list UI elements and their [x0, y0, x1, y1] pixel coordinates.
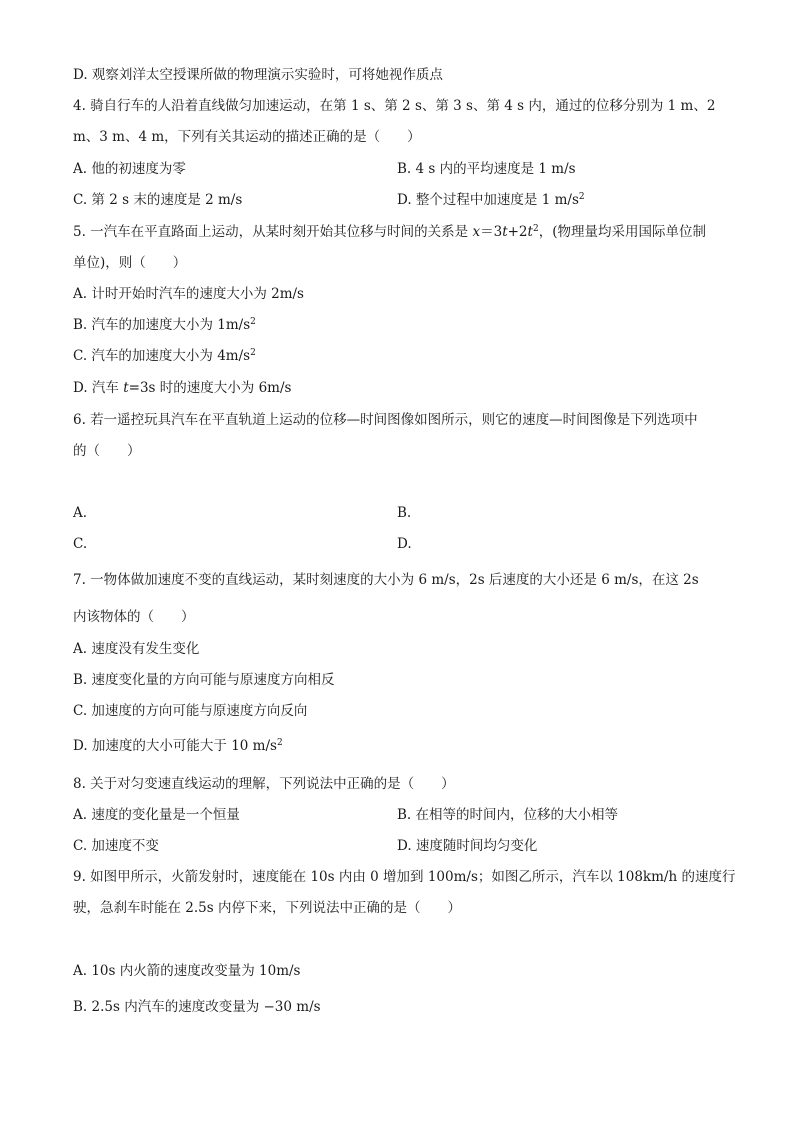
- q8-stem: 8. 关于对匀变速直线运动的理解，下列说法中正确的是（ ）: [73, 776, 455, 792]
- q5-stem-line1: 5. 一汽车在平直路面上运动，从某时刻开始其位移与时间的关系是 $x=3t+2t^2$，(物理量均采用国际单位制: [73, 224, 706, 240]
- q4-option-b: B. 4 s 内的平均速度是 1 m/s: [397, 161, 576, 177]
- q6-option-b: B.: [397, 505, 412, 521]
- q8-option-b: B. 在相等的时间内，位移的大小相等: [397, 807, 619, 823]
- q7-option-d: D. 加速度的大小可能大于 10 $m/s^2$: [73, 738, 283, 754]
- q4-option-d: D. 整个过程中加速度是 1 $m/s^2$: [397, 192, 585, 208]
- q4-option-c: C. 第 2 s 末的速度是 2 m/s: [73, 192, 243, 208]
- q7-stem-line2: 内该物体的（ ）: [73, 609, 195, 625]
- q6-option-a: A.: [73, 505, 88, 521]
- q3-option-d: D. 观察刘洋太空授课所做的物理演示实验时，可将她视作质点: [73, 67, 443, 83]
- q6-stem-line2: 的（ ）: [73, 443, 141, 459]
- q5-option-c: C. 汽车的加速度大小为 $4m/s^2$: [73, 348, 256, 364]
- q7-stem-line1: 7. 一物体做加速度不变的直线运动，某时刻速度的大小为 6 m/s，2s 后速度的大小还是 6 m/s，在这 2s: [73, 572, 699, 588]
- q5-option-a: A. 计时开始时汽车的速度大小为 2m/s: [73, 286, 304, 302]
- q9-stem-line1: 9. 如图甲所示，火箭发射时，速度能在 10s 内由 0 增加到 100m/s；如图乙所示，汽车以 108km/h 的速度行: [73, 869, 736, 885]
- q9-option-b: B. 2.5s 内汽车的速度改变量为 −30 m/s: [73, 999, 321, 1015]
- q8-option-d: D. 速度随时间均匀变化: [397, 838, 538, 854]
- q6-stem-line1: 6. 若一遥控玩具汽车在平直轨道上运动的位移—时间图像如图所示，则它的速度—时间图像是下列选项中: [73, 412, 698, 428]
- q5-option-b: B. 汽车的加速度大小为 $1m/s^2$: [73, 317, 256, 333]
- q7-option-b: B. 速度变化量的方向可能与原速度方向相反: [73, 672, 335, 688]
- q4-stem-line2: m、3 m、4 m，下列有关其运动的描述正确的是（ ）: [73, 129, 421, 145]
- q7-option-a: A. 速度没有发生变化: [73, 641, 200, 657]
- q8-option-c: C. 加速度不变: [73, 838, 159, 854]
- q9-option-a: A. 10s 内火箭的速度改变量为 10m/s: [73, 963, 301, 979]
- q9-stem-line2: 驶，急刹车时能在 2.5s 内停下来，下列说法中正确的是（ ）: [73, 900, 461, 916]
- q6-option-d: D.: [397, 536, 412, 552]
- q8-option-a: A. 速度的变化量是一个恒量: [73, 807, 240, 823]
- q6-option-c: C.: [73, 536, 88, 552]
- q4-option-a: A. 他的初速度为零: [73, 161, 186, 177]
- q7-option-c: C. 加速度的方向可能与原速度方向反向: [73, 703, 308, 719]
- q5-stem-line2: 单位)，则（ ）: [73, 255, 187, 271]
- q5-option-d: D. 汽车 t=3s 时的速度大小为 6m/s: [73, 380, 292, 396]
- q4-stem-line1: 4. 骑自行车的人沿着直线做匀加速运动，在第 1 s、第 2 s、第 3 s、第 4 s 内，通过的位移分别为 1 m、2: [73, 98, 716, 114]
